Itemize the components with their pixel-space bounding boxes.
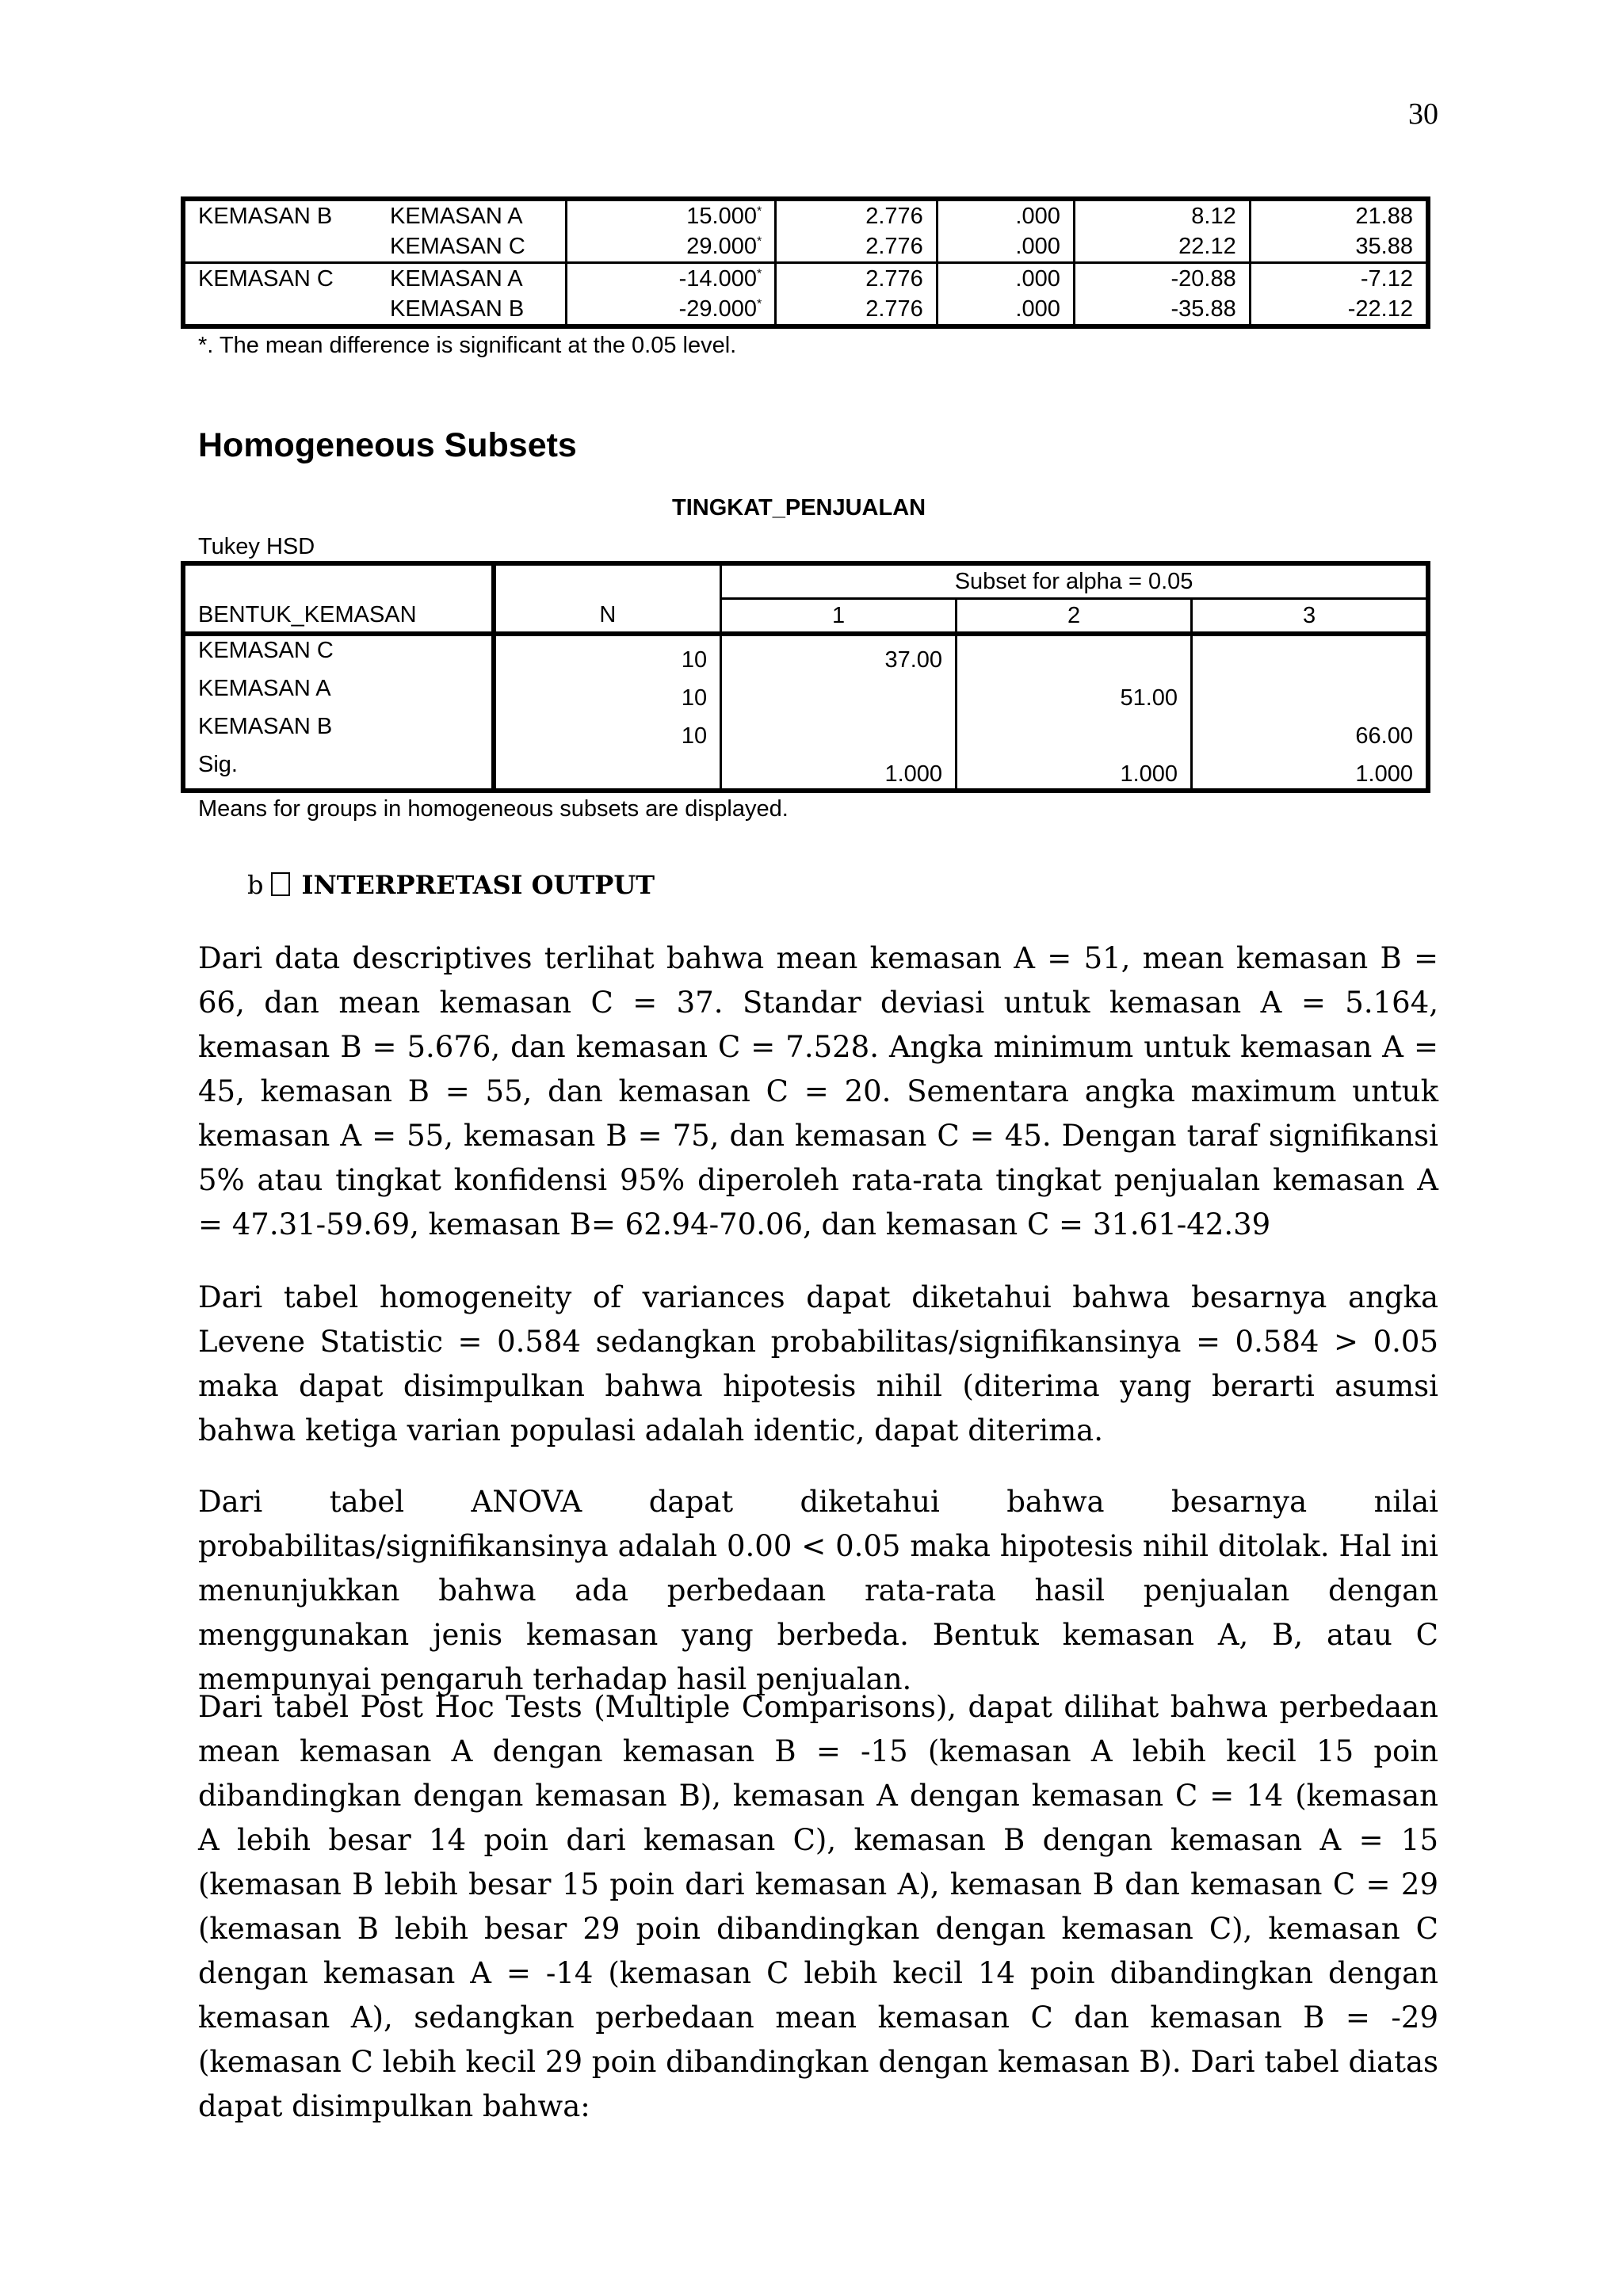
subset-cell: [721, 674, 957, 712]
std-error-cell: 2.776: [776, 231, 938, 263]
group-cell: KEMASAN B: [198, 204, 333, 229]
mean-difference-cell: 29.000*: [567, 231, 776, 263]
sig-cell: .000: [937, 294, 1074, 326]
compare-cell: KEMASAN B: [390, 296, 525, 322]
column-header: 1: [721, 599, 957, 635]
table-row: [183, 231, 1428, 263]
header-row: [183, 563, 1428, 599]
sig-cell: .000: [937, 263, 1074, 295]
table-row: [183, 294, 1428, 326]
lower-bound-cell: -20.88: [1074, 263, 1250, 295]
group-cell: [183, 294, 377, 326]
sig-cell: .000: [937, 199, 1074, 231]
subset-cell: [957, 634, 1192, 674]
group-cell: KEMASAN C: [183, 263, 377, 295]
multiple-comparisons-table: [181, 196, 1430, 329]
mean-difference-cell: -29.000*: [567, 294, 776, 326]
lower-bound-cell: 22.12: [1074, 231, 1250, 263]
subset-header: Subset for alpha = 0.05: [721, 563, 1428, 599]
n-cell: 10: [494, 634, 721, 674]
lower-bound-cell: -35.88: [1074, 294, 1250, 326]
paragraph-descriptives: Dari data descriptives terlihat bahwa mean kemasan A = 51, mean kemasan B = 66, dan mean kemasan C = 37. Standar deviasi untuk kemasan A = 5.164, kemasan B = 5.676, dan kemasan C = 7.528. Angka minimum untuk kemasan A = 45, kemasan B = 55, dan kemasan C = 20. Sementara angka maximum untuk kemasan A = 55, kemasan B = 75, dan kemasan C = 45. Dengan taraf signifikansi 5% atau tingkat konfidensi 95% diperoleh rata-rata tingkat penjualan kemasan A = 47.31-59.69, kemasan B= 62.94-70.06, dan kemasan C = 31.61-42.39: [198, 941, 1438, 1241]
n-cell: 10: [494, 674, 721, 712]
subset-cell: 37.00: [721, 634, 957, 674]
column-header: N: [494, 599, 721, 635]
subset-cell: [1192, 674, 1428, 712]
column-header: 3: [1192, 599, 1428, 635]
missing-glyph-box-icon: [271, 872, 290, 896]
header-row: [183, 599, 1428, 635]
sig-cell: .000: [937, 231, 1074, 263]
compare-cell: KEMASAN A: [390, 204, 523, 229]
std-error-cell: 2.776: [776, 199, 938, 231]
group-cell: [183, 231, 377, 263]
compare-cell: KEMASAN C: [390, 234, 525, 259]
lower-bound-cell: 8.12: [1074, 199, 1250, 231]
compare-cell: KEMASAN A: [377, 263, 567, 295]
std-error-cell: 2.776: [776, 263, 938, 295]
table-caption: Tukey HSD: [198, 534, 315, 559]
std-error-cell: 2.776: [776, 294, 938, 326]
subset-cell: 1.000: [957, 750, 1192, 791]
row-label: KEMASAN A: [198, 676, 331, 701]
subset-cell: [957, 712, 1192, 750]
table-row: [183, 674, 1428, 712]
subset-cell: [1192, 634, 1428, 674]
section-title: Homogeneous Subsets: [198, 426, 577, 464]
row-label: KEMASAN B: [198, 714, 333, 739]
homogeneous-subsets-table: [181, 561, 1430, 793]
table-title: TINGKAT_PENJUALAN: [672, 495, 926, 521]
table-row: [183, 199, 1428, 231]
mean-difference-cell: 15.000*: [567, 199, 776, 231]
subsets-footnote: Means for groups in homogeneous subsets are displayed.: [198, 796, 789, 822]
subset-cell: 1.000: [721, 750, 957, 791]
significance-footnote: *. The mean difference is significant at the 0.05 level.: [198, 333, 737, 358]
subset-cell: 66.00: [1192, 712, 1428, 750]
upper-bound-cell: -22.12: [1250, 294, 1428, 326]
table-row: [183, 750, 1428, 791]
upper-bound-cell: 21.88: [1250, 199, 1428, 231]
mean-difference-cell: -14.000*: [567, 263, 776, 295]
empty-header-cell: [183, 563, 494, 599]
paragraph-anova: Dari tabel ANOVA dapat diketahui bahwa besarnya nilai probabilitas/signifikansinya adalah 0.00 < 0.05 maka hipotesis nihil ditolak. Hal ini menunjukkan bahwa ada perbedaan rata-rata hasil penjualan dengan menggunakan jenis kemasan yang berbeda. Bentuk kemasan A, B, atau C mempunyai pengaruh terhadap hasil penjualan.: [198, 1485, 1438, 1696]
row-label: Sig.: [198, 752, 238, 777]
heading-text: INTERPRETASI OUTPUT: [301, 870, 655, 900]
subset-cell: [721, 712, 957, 750]
upper-bound-cell: 35.88: [1250, 231, 1428, 263]
paragraph-homogeneity: Dari tabel homogeneity of variances dapat diketahui bahwa besarnya angka Levene Statistic = 0.584 sedangkan probabilitas/signifikansinya = 0.584 > 0.05 maka dapat disimpulkan bahwa hipotesis nihil (diterima yang berarti asumsi bahwa ketiga varian populasi adalah identic, dapat diterima.: [198, 1280, 1438, 1447]
page-number: 30: [1408, 97, 1438, 131]
column-header: BENTUK_KEMASAN: [183, 599, 494, 635]
table-row: [183, 263, 1428, 295]
interpretation-heading: [247, 870, 655, 900]
table-row: [183, 634, 1428, 674]
n-cell: [494, 750, 721, 791]
column-header: 2: [957, 599, 1192, 635]
upper-bound-cell: -7.12: [1250, 263, 1428, 295]
row-label: KEMASAN C: [198, 638, 334, 663]
table-row: [183, 712, 1428, 750]
n-cell: 10: [494, 712, 721, 750]
subset-cell: 51.00: [957, 674, 1192, 712]
empty-header-cell: [494, 563, 721, 599]
bullet-letter: b: [247, 870, 264, 900]
paragraph-post-hoc: Dari tabel Post Hoc Tests (Multiple Comparisons), dapat dilihat bahwa perbedaan mean kemasan A dengan kemasan B = -15 (kemasan A lebih kecil 15 poin dibandingkan dengan kemasan B), kemasan A dengan kemasan C = 14 (kemasan A lebih besar 14 poin dari kemasan C), kemasan B dengan kemasan A = 15 (kemasan B lebih besar 15 poin dari kemasan A), kemasan B dan kemasan C = 29 (kemasan B lebih besar 29 poin dibandingkan dengan kemasan C), kemasan C dengan kemasan A = -14 (kemasan C lebih kecil 14 poin dibandingkan dengan kemasan A), sedangkan perbedaan mean kemasan C dan kemasan B = -29 (kemasan C lebih kecil 29 poin dibandingkan dengan kemasan B). Dari tabel diatas dapat disimpulkan bahwa:: [198, 1690, 1438, 2123]
subset-cell: 1.000: [1192, 750, 1428, 791]
